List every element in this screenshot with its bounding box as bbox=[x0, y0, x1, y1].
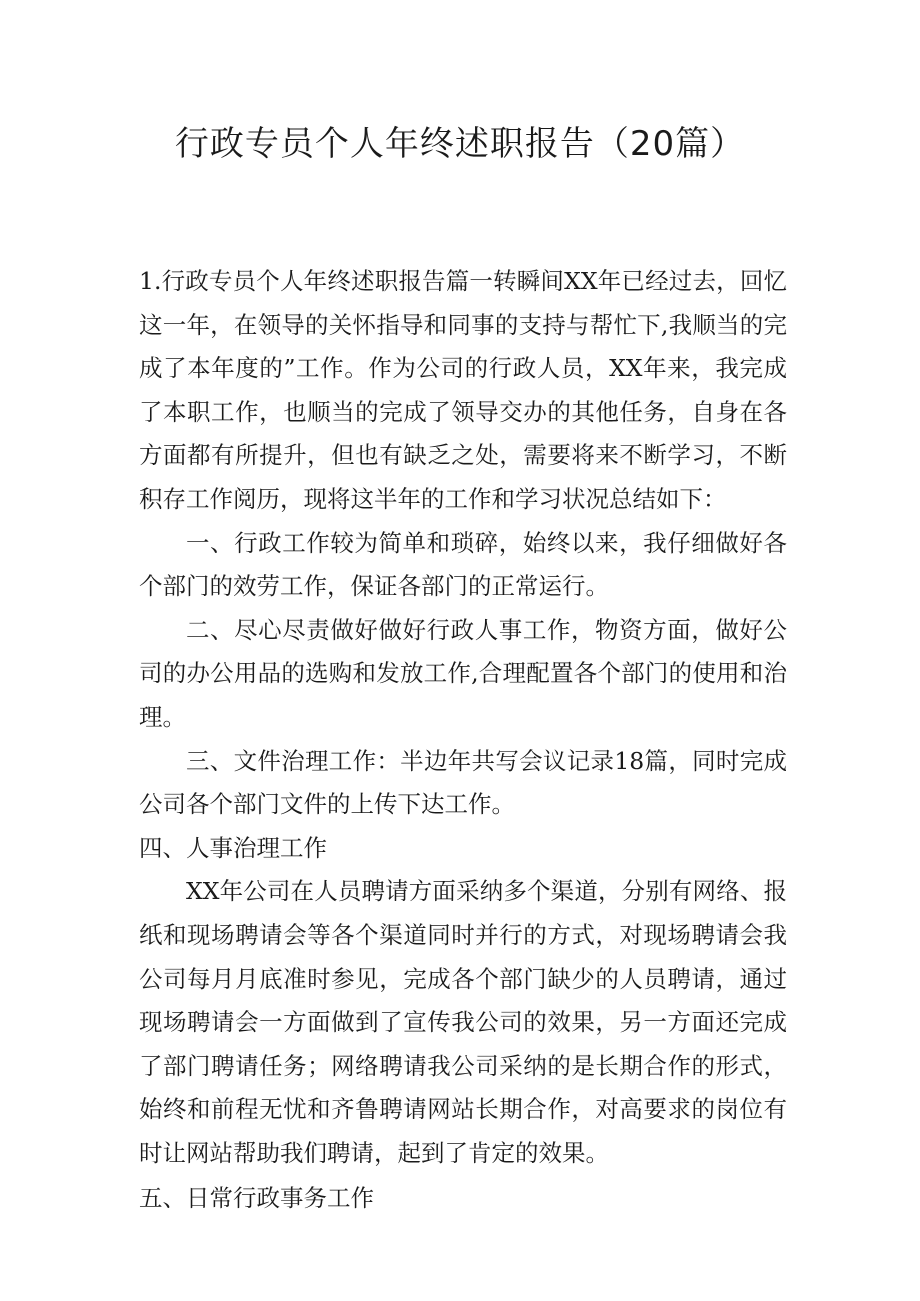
paragraph-section-4: XX年公司在人员聘请方面采纳多个渠道，分别有网络、报纸和现场聘请会等各个渠道同时并行的方式，对现场聘请会我公司每月月底准时参见，完成各个部门缺少的人员聘请，通过现场聘请会一方面做到了宣传我公司的效果，另一方面还完成了部门聘请任务；网络聘请我公司采纳的是长期合作的形式，始终和前程无忧和齐鲁聘请网站长期合作，对高要求的岗位有时让网站帮助我们聘请，起到了肯定的效果。 bbox=[139, 877, 787, 1167]
section-heading-4: 四、人事治理工作 bbox=[139, 833, 327, 862]
paragraph-section-3: 三、文件治理工作：半边年共写会议记录18篇，同时完成公司各个部门文件的上传下达工作。 bbox=[139, 746, 787, 819]
document-body bbox=[139, 260, 787, 1221]
paragraph-section-1: 一、行政工作较为简单和琐碎，始终以来，我仔细做好各个部门的效劳工作，保证各部门的正常运行。 bbox=[139, 528, 787, 601]
section-heading-5: 五、日常行政事务工作 bbox=[139, 1184, 374, 1213]
document-title: 行政专员个人年终述职报告（20篇） bbox=[174, 124, 746, 164]
paragraph-section-2: 二、尽心尽责做好做好行政人事工作，物资方面，做好公司的办公用品的选购和发放工作,合理配置各个部门的使用和治理。 bbox=[139, 615, 787, 731]
paragraph-intro: 1.行政专员个人年终述职报告篇一转瞬间XX年已经过去，回忆这一年，在领导的关怀指导和同事的支持与帮忙下,我顺当的完成了本年度的”工作。作为公司的行政人员，XX年来，我完成了本职工作，也顺当的完成了领导交办的其他任务，自身在各方面都有所提升，但也有缺乏之处，需要将来不断学习，不断积存工作阅历，现将这半年的工作和学习状况总结如下： bbox=[139, 267, 787, 513]
